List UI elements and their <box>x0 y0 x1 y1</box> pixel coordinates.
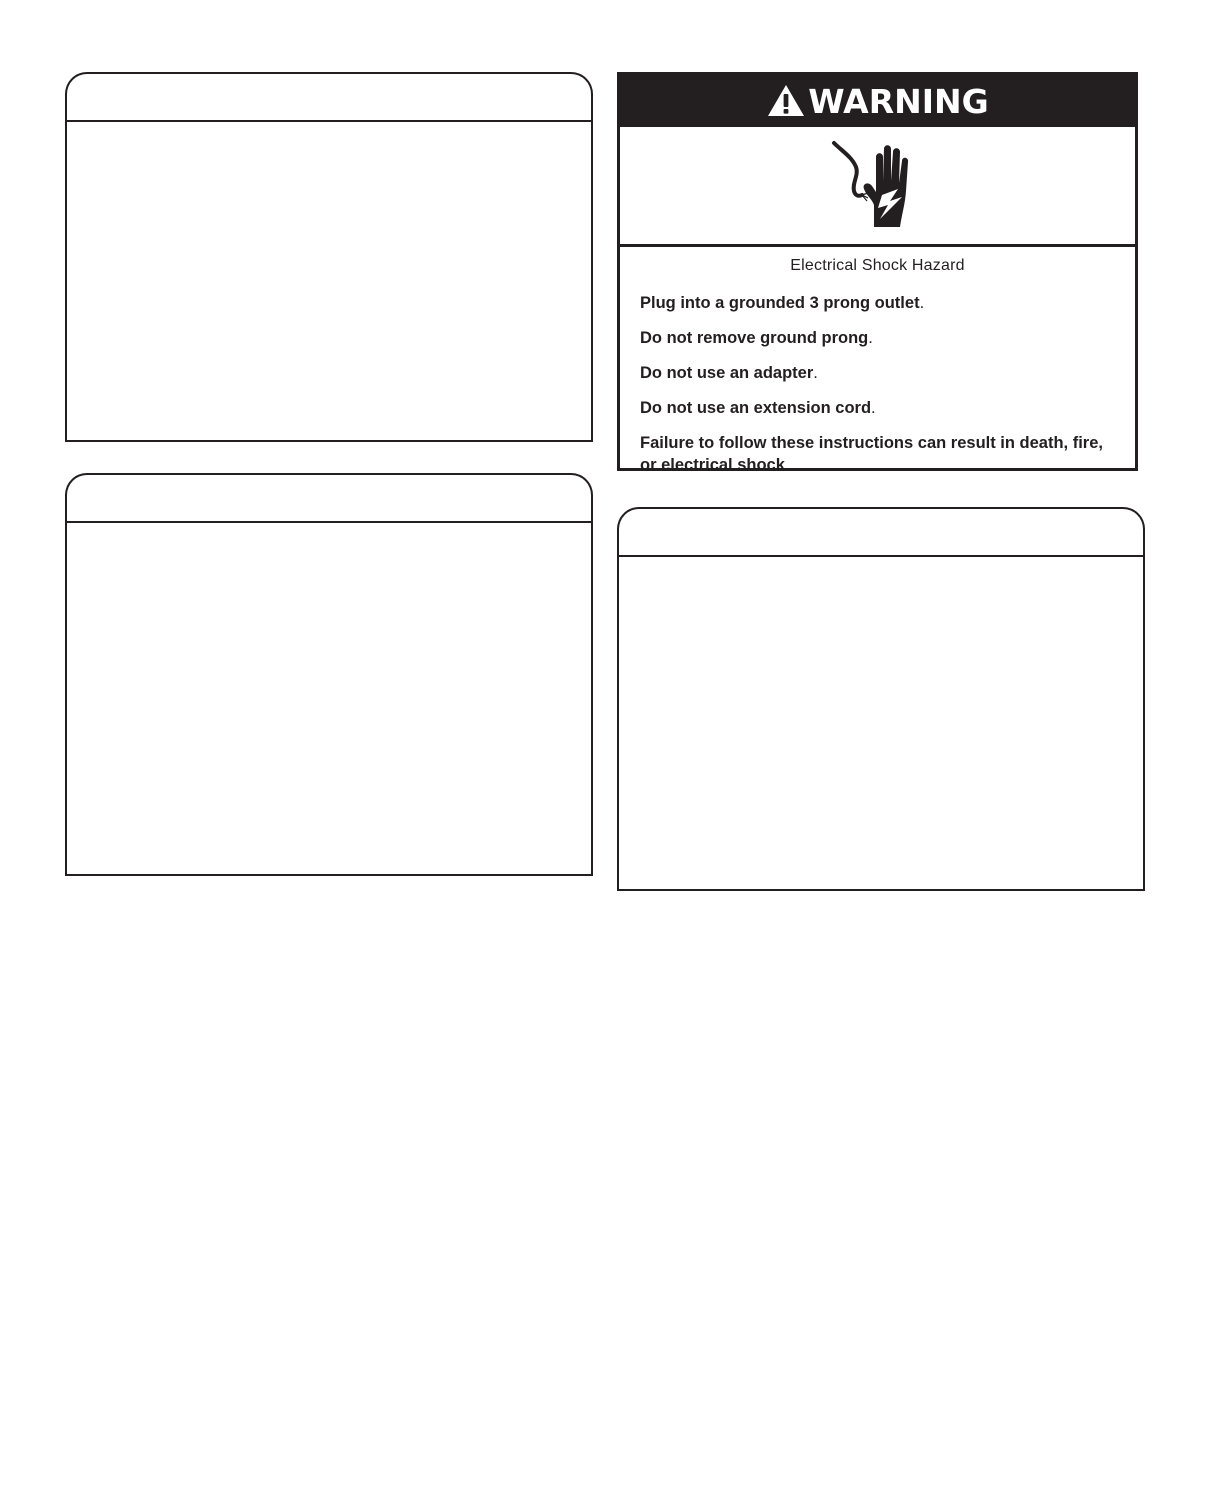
box-body <box>617 555 1145 891</box>
instruction-line <box>640 362 1115 384</box>
instruction-text: Do not use an adapter <box>640 364 814 382</box>
period: . <box>813 364 818 382</box>
period: . <box>868 329 873 347</box>
consequence-text: Failure to follow these instructions can result in death, fire, or electrical shock <box>640 434 1103 474</box>
empty-tabbed-box-middle-left <box>65 473 593 876</box>
instruction-text: Do not use an extension cord <box>640 399 872 417</box>
hazard-name: Electrical Shock Hazard <box>790 257 965 274</box>
instruction-line <box>640 292 1115 314</box>
box-body <box>65 521 593 876</box>
box-tab <box>65 72 593 122</box>
period: . <box>871 399 876 417</box>
warning-text-area <box>620 247 1135 474</box>
box-tab <box>617 507 1145 557</box>
pictogram-area <box>620 127 1135 247</box>
electrical-shock-hand-icon <box>828 135 928 236</box>
box-body <box>65 120 593 442</box>
instruction-line <box>640 327 1115 349</box>
warning-panel <box>617 72 1138 474</box>
period: . <box>919 294 925 312</box>
box-tab <box>65 473 593 523</box>
warning-title: WARNING <box>808 81 989 121</box>
instruction-line <box>640 397 1115 419</box>
consequence-line <box>640 432 1115 476</box>
warning-header <box>620 75 1135 127</box>
empty-tabbed-box-lower-right <box>617 507 1145 891</box>
alert-triangle-icon <box>766 83 806 119</box>
period: . <box>784 456 790 474</box>
instruction-text: Do not remove ground prong <box>640 329 869 347</box>
instruction-text: Plug into a grounded 3 prong outlet <box>640 294 920 312</box>
empty-tabbed-box-top-left <box>65 72 593 442</box>
